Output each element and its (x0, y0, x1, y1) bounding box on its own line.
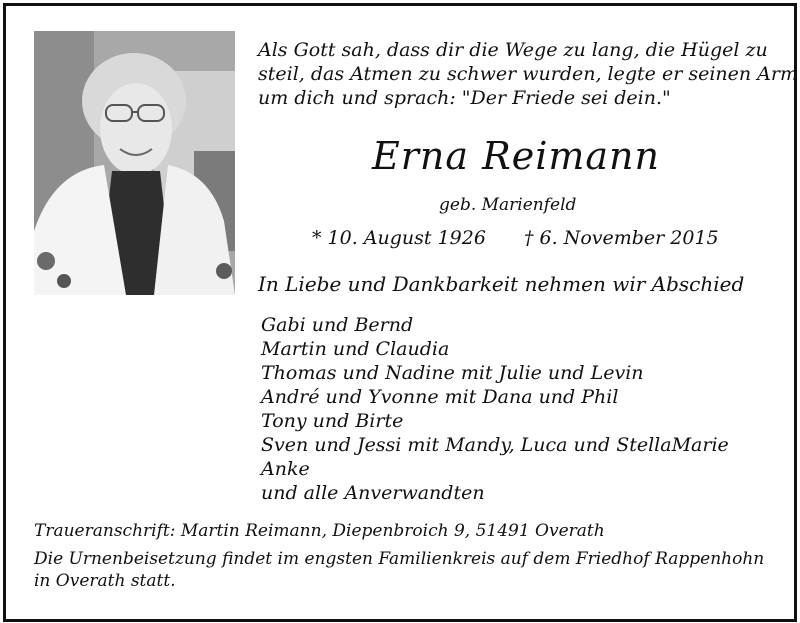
portrait-photo (34, 31, 235, 295)
deceased-name: Erna Reimann (372, 134, 661, 178)
mourner-line: Sven und Jessi mit Mandy, Luca und StellaMarie (261, 434, 729, 456)
mourning-address: Traueranschrift: Martin Reimann, Diepenbroich 9, 51491 Overath (34, 521, 605, 541)
verse-line-3: um dich und sprach: "Der Friede sei dein." (258, 87, 671, 109)
birth-date: * 10. August 1926 (312, 227, 486, 249)
maiden-name: geb. Marienfeld (439, 195, 577, 215)
mourner-line: Tony und Birte (261, 410, 404, 432)
mourner-line: Thomas und Nadine mit Julie und Levin (261, 362, 644, 384)
burial-notice-line-2: in Overath statt. (34, 571, 176, 591)
verse-line-2: steil, das Atmen zu schwer wurden, legte er seinen Arm (258, 63, 798, 85)
mourner-line: Anke (261, 458, 310, 480)
farewell-line: In Liebe und Dankbarkeit nehmen wir Abschied (258, 272, 745, 296)
mourner-line: André und Yvonne mit Dana und Phil (261, 386, 619, 408)
burial-notice-line-1: Die Urnenbeisetzung findet im engsten Familienkreis auf dem Friedhof Rappenhohn (34, 549, 765, 569)
mourner-line: Gabi und Bernd (261, 314, 414, 336)
verse-line-1: Als Gott sah, dass dir die Wege zu lang, die Hügel zu (258, 39, 768, 61)
mourner-line: und alle Anverwandten (261, 482, 485, 504)
mourner-line: Martin und Claudia (261, 338, 450, 360)
death-date: † 6. November 2015 (524, 227, 719, 249)
